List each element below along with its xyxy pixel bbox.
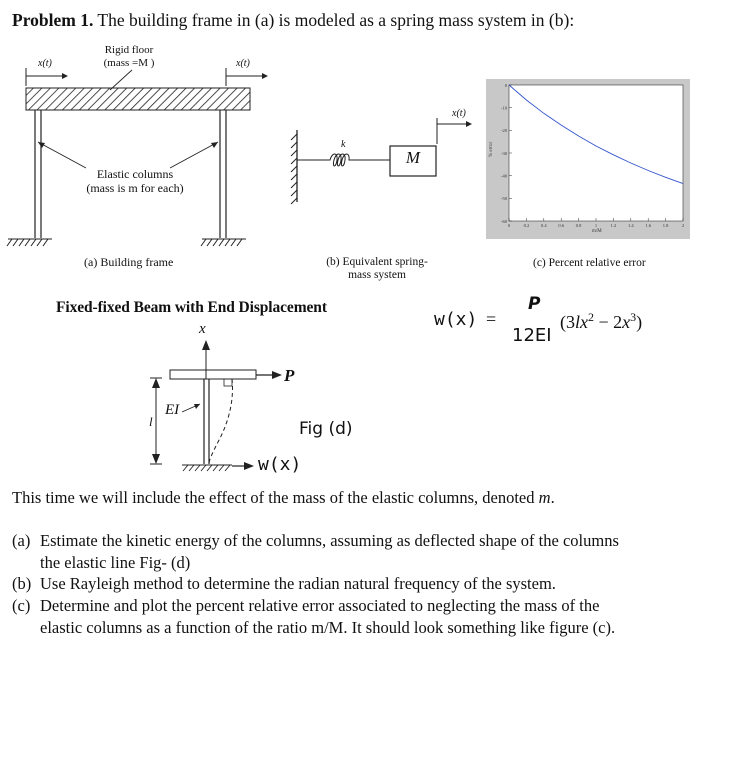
x-tick-label: 1 — [594, 223, 598, 228]
eq-bracket-term — [560, 310, 642, 333]
chart-plot-area — [509, 85, 683, 221]
fig-d-ei-label: EI — [165, 402, 180, 418]
figure-c-chart — [486, 79, 690, 239]
question-c-line1: Determine and plot the percent relative error associated to neglecting the mass of the — [40, 596, 600, 615]
fig-d-l-label: l — [149, 414, 153, 429]
question-a — [12, 530, 702, 573]
left-ground-hatch — [7, 239, 52, 246]
right-ground-hatch — [201, 239, 246, 246]
x-tick-label: 1.4 — [627, 223, 634, 228]
eq-close: ) — [636, 312, 643, 332]
y-tick-label: -50 — [501, 196, 507, 202]
question-a-line2: the elastic line Fig- (d) — [40, 552, 191, 572]
rigid-floor-line2: (mass =M ) — [103, 57, 155, 69]
fig-d-w-label: w(x) — [258, 454, 302, 475]
eq-numerator: P — [528, 294, 541, 314]
spring-k-label: k — [341, 139, 346, 150]
x-tick-label: 0.6 — [558, 223, 565, 228]
fig-b-caption-line2: mass system — [348, 269, 406, 281]
eq-open: (3 — [560, 312, 575, 332]
eq-term1-exp: 2 — [588, 310, 594, 324]
fig-d-x-label: x — [199, 321, 206, 337]
eq-term1-var: lx — [575, 312, 588, 332]
question-b-label: (b) — [12, 574, 32, 593]
question-a-line1: Estimate the kinetic energy of the columns, assuming as deflected shape of the columns — [40, 531, 619, 550]
eq-denominator: 12EI — [512, 325, 552, 346]
x-tick-label: 0.4 — [540, 223, 547, 228]
elastic-columns-label — [80, 167, 190, 195]
question-c-line2: elastic columns as a function of the ratio m/M. It should look something like figure (c). — [40, 617, 616, 637]
x-tick-label: 1.8 — [662, 223, 669, 228]
question-b-line1: Use Rayleigh method to determine the radian natural frequency of the system. — [40, 574, 556, 593]
figure-a-caption: (a) Building frame — [84, 255, 174, 269]
mass-m-label: M — [405, 148, 421, 167]
x-tick-label: 0.2 — [523, 223, 530, 228]
x-tick-label: 1.2 — [610, 223, 617, 228]
x-tick-label: 1.6 — [645, 223, 652, 228]
figure-b-spring-mass — [280, 110, 480, 210]
problem-text: The building frame in (a) is modeled as a spring mass system in (b): — [97, 10, 575, 30]
intro-text — [12, 487, 555, 508]
figure-a-building-frame — [0, 36, 270, 276]
eq-term2-var: x — [622, 312, 631, 332]
question-c-label: (c) — [12, 596, 31, 615]
intro-end: . — [550, 488, 555, 507]
x-tick-label: 0.8 — [575, 223, 582, 228]
intro-var: m — [538, 488, 551, 507]
y-tick-label: -10 — [501, 105, 507, 111]
y-tick-label: -20 — [501, 128, 507, 134]
x-tick-label: 0 — [507, 223, 511, 228]
question-c — [12, 595, 702, 638]
elastic-line2: (mass is m for each) — [86, 181, 184, 195]
eq-equals: = — [486, 309, 497, 329]
y-tick-label: -60 — [501, 218, 507, 224]
fig-d-label: Fig (d) — [299, 419, 353, 439]
figure-c-caption: (c) Percent relative error — [533, 257, 646, 269]
rigid-floor-slab — [26, 88, 250, 110]
rigid-floor-label — [84, 44, 174, 70]
fig-b-caption-line1: (b) Equivalent spring- — [326, 256, 428, 268]
problem-label: Problem 1. — [12, 10, 94, 30]
fig-a-x-left: x(t) — [38, 58, 52, 69]
rigid-floor-line1: Rigid floor — [104, 44, 154, 56]
problem-statement — [12, 10, 574, 31]
question-a-label: (a) — [12, 531, 31, 550]
question-b — [12, 573, 702, 595]
x-tick-label: 2 — [681, 223, 685, 228]
y-tick-label: -40 — [501, 173, 507, 179]
chart-x-label: m/M — [592, 229, 602, 234]
fig-a-x-right: x(t) — [236, 58, 250, 69]
chart-y-label: % error — [489, 141, 494, 157]
eq-lhs: w(x) — [434, 309, 478, 330]
y-tick-label: -30 — [501, 150, 507, 156]
figure-b-caption — [312, 256, 442, 282]
eq-minus: − 2 — [594, 312, 623, 332]
section-d-title: Fixed-fixed Beam with End Displacement — [56, 299, 327, 316]
elastic-line1: Elastic columns — [96, 167, 174, 181]
fig-b-x-label: x(t) — [452, 108, 466, 119]
fig-d-p-label: P — [284, 366, 295, 385]
intro-text-body: This time we will include the effect of the mass of the elastic columns, denoted — [12, 488, 539, 507]
eq-term2-exp: 3 — [630, 310, 637, 324]
y-tick-label: 0 — [504, 82, 507, 88]
